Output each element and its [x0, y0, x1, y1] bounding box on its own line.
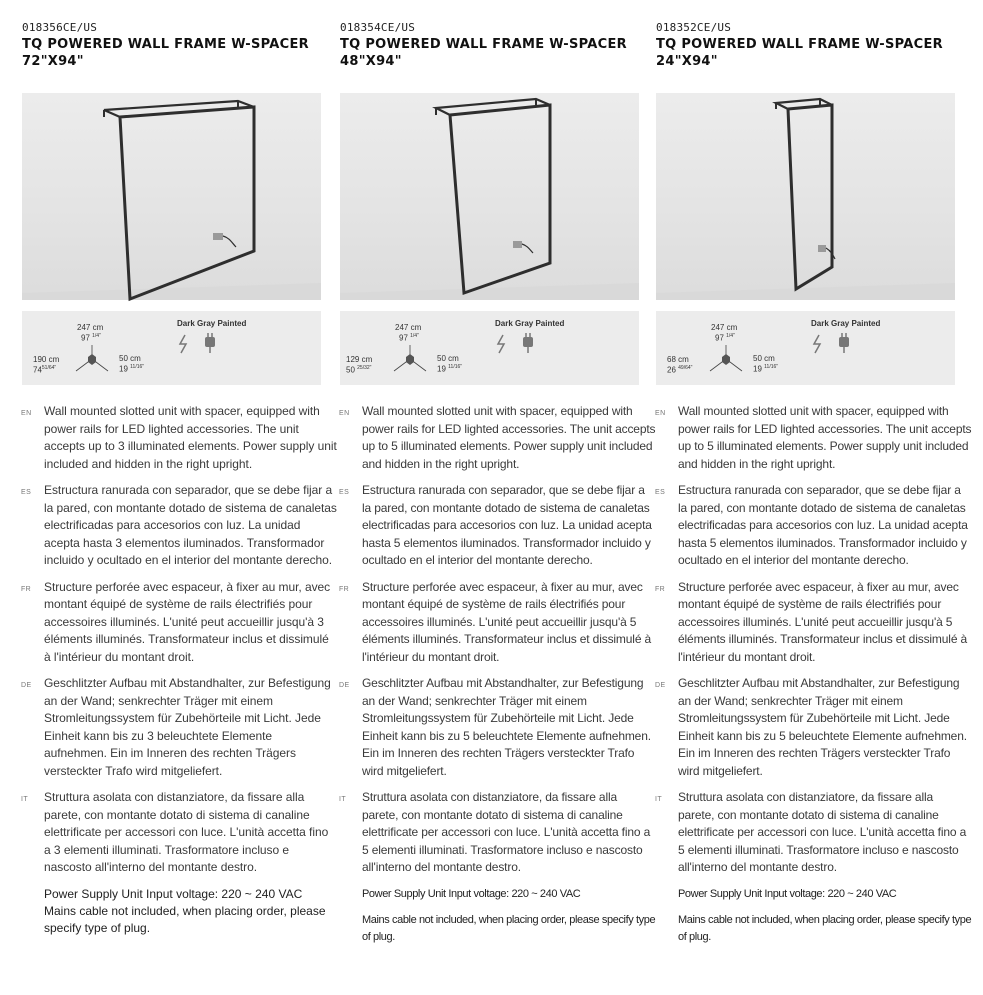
plug-icon: [205, 333, 215, 353]
lang-code-fr: FR: [655, 585, 666, 593]
product-title-line2: 72"X94": [22, 54, 84, 69]
description-de-text: Geschlitzter Aufbau mit Abstandhalter, zur Befestigung an der Wand; senkrechter Träger mit einem Stromleitungssystem für Zubehörteile mit Licht. Jede Einheit kann bis zu 3 beleuchtete Elemente aufnehmen. Ein im Inneren des rechten Trägers versteckter Trafo wird mitgeliefert.: [44, 676, 331, 778]
depth-dimension: [119, 354, 144, 374]
width-in: 50: [346, 365, 355, 375]
lightning-bolt-icon: [498, 335, 504, 353]
product-title-line1: TQ POWERED WALL FRAME W-SPACER: [340, 37, 627, 52]
height-in-frac: 1/4": [726, 333, 735, 339]
spec-bar: [656, 311, 955, 385]
spec-bar: [22, 311, 321, 385]
width-in-frac: 25/32": [357, 365, 372, 371]
description-es: [22, 482, 338, 570]
depth-in: 19: [753, 364, 762, 374]
width-in: 74: [33, 365, 42, 375]
product-code: 018356CE/US: [22, 21, 98, 34]
description-es-text: Estructura ranurada con separador, que se debe fijar a la pared, con montante dotado de sistema de canaletas electrificadas para accesorios con luz. La unidad acepta hasta 3 elementos iluminados. Transformador incluido y ocultado en el interior del montante derecho.: [44, 483, 337, 567]
description-en-text: Wall mounted slotted unit with spacer, equipped with power rails for LED lighted accessories. The unit accepts up to 5 illuminated elements. Power supply unit included and hidden in the right upright.: [362, 404, 656, 471]
width-cm: 129 cm: [346, 355, 373, 364]
lightning-bolt-icon: [180, 335, 186, 353]
description-it: [22, 789, 338, 877]
height-in: 97: [399, 333, 408, 343]
finish-label: Dark Gray Painted: [495, 319, 565, 328]
description-de: [656, 675, 972, 780]
psu-cable-note: Mains cable not included, when placing order, please specify type of plug.: [362, 913, 656, 943]
lang-code-en: EN: [21, 410, 32, 417]
product-title-line2: 24"X94": [656, 54, 718, 69]
height-in-frac: 1/4": [92, 333, 101, 339]
lang-code-de: DE: [655, 682, 666, 689]
lang-code-de: DE: [21, 682, 32, 689]
product-title: [656, 36, 956, 70]
description-en-text: Wall mounted slotted unit with spacer, equipped with power rails for LED lighted accessories. The unit accepts up to 3 illuminated elements. Power supply unit included and hidden in the right upright.: [44, 404, 337, 471]
description-it-text: Struttura asolata con distanziatore, da fissare alla parete, con montante dotato di sistema di canaline elettrificate per accessori con luce. L'unità accetta fino a 5 elementi illuminati. Trasformatore incluso e nascosto all'interno del montante destro.: [678, 790, 967, 874]
depth-in-frac: 11/16": [130, 364, 145, 370]
width-in-frac: 49/64": [678, 365, 693, 371]
description-it-text: Struttura asolata con distanziatore, da fissare alla parete, con montante dotato di sistema di canaline elettrificate per accessori con luce. L'unità accetta fino a 3 elementi illuminati. Trasformatore incluso e nascosto all'interno del montante destro.: [44, 790, 329, 874]
psu-voltage: Power Supply Unit Input voltage: 220 ~ 240 VAC: [678, 887, 897, 900]
lang-code-es: ES: [339, 489, 350, 496]
lang-code-fr: FR: [21, 585, 32, 593]
product-photo: [656, 93, 955, 300]
height-cm: 247 cm: [395, 323, 422, 332]
description-en: [340, 403, 656, 473]
description-fr-text: Structure perforée avec espaceur, à fixer au mur, avec montant équipé de système de rails électrifiés pour accessoires illuminés. L'unité peut accueillir jusqu'à 5 éléments illuminés. Transformateur inclus et dissimulé à l'intérieur du montant droit.: [678, 579, 968, 664]
description-fr-text: Structure perforée avec espaceur, à fixer au mur, avec montant équipé de système de rails électrifiés pour accessoires illuminés. L'unité peut accueillir jusqu'à 5 éléments illuminés. Transformateur inclus et dissimulé à l'intérieur du montant droit.: [362, 579, 652, 664]
description-es: [340, 482, 656, 570]
wall-frame-render: [340, 93, 639, 300]
product-title: [22, 36, 322, 70]
lang-code-es: ES: [655, 489, 666, 496]
width-dimension: [346, 355, 372, 375]
width-in-frac: 51/64": [41, 365, 57, 371]
height-dimension: [77, 323, 103, 343]
height-dimension: [711, 323, 737, 343]
depth-dimension: [753, 354, 778, 374]
lang-code-en: EN: [339, 410, 350, 417]
depth-cm: 50 cm: [437, 354, 459, 363]
product-title-line1: TQ POWERED WALL FRAME W-SPACER: [656, 37, 943, 52]
lang-code-fr: FR: [339, 585, 350, 593]
height-in: 97: [715, 333, 724, 343]
descriptions: [656, 403, 972, 946]
height-dimension: [395, 323, 421, 343]
width-dimension: [33, 355, 59, 375]
depth-in-frac: 11/16": [448, 364, 463, 370]
psu-cable-note: Mains cable not included, when placing order, please specify type of plug.: [44, 903, 326, 935]
psu-voltage: Power Supply Unit Input voltage: 220 ~ 240 VAC: [362, 887, 581, 900]
lang-code-en: EN: [655, 410, 666, 417]
depth-in: 19: [437, 364, 446, 374]
depth-cm: 50 cm: [753, 354, 775, 363]
plug-icon: [839, 333, 849, 353]
product-column-018354: [340, 0, 656, 995]
description-en: [656, 403, 972, 473]
description-de: [22, 675, 338, 780]
product-photo: [340, 93, 639, 300]
height-in-frac: 1/4": [410, 333, 419, 339]
lang-code-de: DE: [339, 682, 350, 689]
plug-icon: [523, 333, 533, 353]
dimension-axes-icon: [22, 311, 321, 385]
lang-code-es: ES: [21, 489, 32, 496]
descriptions: [340, 403, 656, 946]
wall-frame-render: [656, 93, 955, 300]
finish-label: Dark Gray Painted: [811, 319, 881, 328]
psu-voltage: Power Supply Unit Input voltage: 220 ~ 240 VAC: [44, 886, 303, 901]
finish-label: Dark Gray Painted: [177, 319, 247, 328]
lang-code-it: IT: [339, 796, 347, 803]
wall-frame-render: [22, 93, 321, 300]
product-title: [340, 36, 640, 70]
lang-code-it: IT: [655, 796, 663, 803]
dimension-axes-icon: [656, 311, 955, 385]
depth-cm: 50 cm: [119, 354, 141, 363]
description-it: [656, 789, 972, 877]
width-in: 26: [667, 365, 676, 375]
descriptions: [22, 403, 338, 937]
spec-bar: [340, 311, 639, 385]
dimension-axes-icon: [340, 311, 639, 385]
description-it: [340, 789, 656, 877]
description-fr: [340, 579, 656, 667]
description-de-text: Geschlitzter Aufbau mit Abstandhalter, zur Befestigung an der Wand; senkrechter Träger mit einem Stromleitungssystem für Zubehörteile mit Licht. Jede Einheit kann bis zu 5 beleuchtete Elemente aufnehmen. Ein im Inneren des rechten Trägers versteckter Trafo wird mitgeliefert.: [678, 676, 967, 778]
product-title-line2: 48"X94": [340, 54, 402, 69]
width-cm: 190 cm: [33, 355, 60, 364]
height-in: 97: [81, 333, 90, 343]
depth-dimension: [437, 354, 462, 374]
description-fr-text: Structure perforée avec espaceur, à fixer au mur, avec montant équipé de système de rails électrifiés pour accessoires illuminés. L'unité peut accueillir jusqu'à 3 éléments illuminés. Transformateur inclus et dissimulé à l'intérieur du montant droit.: [44, 579, 331, 664]
description-es-text: Estructura ranurada con separador, que se debe fijar a la pared, con montante dotado de sistema de canaletas electrificadas para accesorios con luz. La unidad acepta hasta 5 elementos iluminados. Transformador incluido y ocultado en el interior del montante derecho.: [362, 483, 652, 567]
product-column-018356: [22, 0, 338, 995]
psu-cable-note: Mains cable not included, when placing order, please specify type of plug.: [678, 913, 972, 943]
description-it-text: Struttura asolata con distanziatore, da fissare alla parete, con montante dotato di sistema di canaline elettrificate per accessori con luce. L'unità accetta fino a 5 elementi illuminati. Trasformatore incluso e nascosto all'interno del montante destro.: [362, 790, 651, 874]
width-dimension: [667, 355, 692, 375]
product-column-018352: [656, 0, 972, 995]
depth-in-frac: 11/16": [764, 364, 779, 370]
description-es: [656, 482, 972, 570]
width-cm: 68 cm: [667, 355, 689, 364]
depth-in: 19: [119, 364, 128, 374]
description-en: [22, 403, 338, 473]
height-cm: 247 cm: [77, 323, 104, 332]
description-de-text: Geschlitzter Aufbau mit Abstandhalter, zur Befestigung an der Wand; senkrechter Träger mit einem Stromleitungssystem für Zubehörteile mit Licht. Jede Einheit kann bis zu 5 beleuchtete Elemente aufnehmen. Ein im Inneren des rechten Trägers versteckter Trafo wird mitgeliefert.: [362, 676, 651, 778]
lightning-bolt-icon: [814, 335, 820, 353]
height-cm: 247 cm: [711, 323, 738, 332]
lang-code-it: IT: [21, 796, 29, 803]
product-code: 018354CE/US: [340, 21, 416, 34]
product-title-line1: TQ POWERED WALL FRAME W-SPACER: [22, 37, 309, 52]
description-en-text: Wall mounted slotted unit with spacer, equipped with power rails for LED lighted accessories. The unit accepts up to 5 illuminated elements. Power supply unit included and hidden in the right upright.: [678, 404, 972, 471]
description-fr: [22, 579, 338, 667]
description-es-text: Estructura ranurada con separador, que se debe fijar a la pared, con montante dotado de sistema de canaletas electrificadas para accesorios con luz. La unidad acepta hasta 5 elementos iluminados. Transformador incluido y ocultado en el interior del montante derecho.: [678, 483, 968, 567]
description-de: [340, 675, 656, 780]
description-fr: [656, 579, 972, 667]
product-code: 018352CE/US: [656, 21, 732, 34]
product-photo: [22, 93, 321, 300]
